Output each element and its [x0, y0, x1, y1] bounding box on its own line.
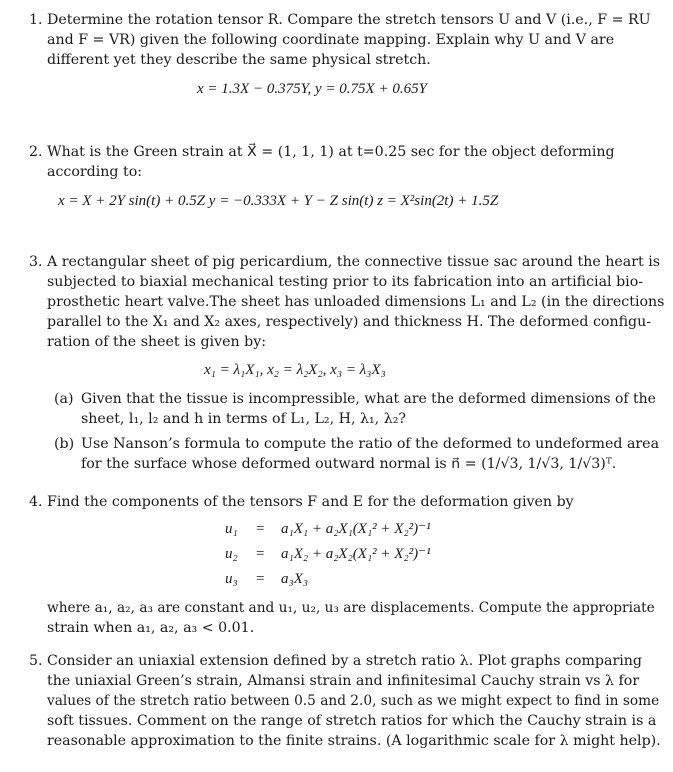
problem-text-line: different yet they describe the same physical stretch. — [47, 52, 431, 68]
problem-text-line: What is the Green strain at X⃗ = (1, 1, 1) at t=0.25 sec for the object deforming — [47, 144, 615, 160]
part-text-line: Use Nanson’s formula to compute the ratio of the deformed to undeformed area — [81, 436, 660, 452]
part-label: (a) — [54, 391, 74, 407]
equation-rhs: a₃X₃ — [281, 571, 309, 587]
deformation-equation: x = X + 2Y sin(t) + 0.5Z y = −0.333X + Y − Z sin(t) z = X²sin(2t) + 1.5Z — [58, 193, 499, 209]
equation-equals: = — [256, 521, 265, 537]
equation-rhs: a₁X₂ + a₂X₂(X₁² + X₂²)⁻¹ — [281, 546, 431, 562]
problem-text-line: Find the components of the tensors F and E for the deformation given by — [47, 494, 574, 510]
configuration-equation: x₁ = λ₁X₁, x₂ = λ₂X₂, x₃ = λ₃X₃ — [204, 362, 386, 378]
coordinate-mapping-equation: x = 1.3X − 0.375Y, y = 0.75X + 0.65Y — [197, 81, 427, 97]
problem-number: 4. — [29, 494, 43, 510]
problem-text-line: reasonable approximation to the finite strains. (A logarithmic scale for λ might help). — [47, 733, 661, 749]
equation-equals: = — [256, 571, 265, 587]
problem-text-line: prosthetic heart valve.The sheet has unloaded dimensions L₁ and L₂ (in the directions — [47, 294, 665, 310]
problem-text-line: values of the stretch ratio between 0.5 and 2.0, such as we might expect to find in some — [47, 693, 660, 709]
equation-lhs: u₂ — [225, 546, 238, 562]
problem-text-line: strain when a₁, a₂, a₃ < 0.01. — [47, 620, 255, 636]
part-text-line: sheet, l₁, l₂ and h in terms of L₁, L₂, H, λ₁, λ₂? — [81, 411, 406, 427]
problem-text-line: according to: — [47, 164, 143, 180]
problem-text-line: subjected to biaxial mechanical testing prior to its fabrication into an artificial bio- — [47, 274, 644, 290]
part-text-line: Given that the tissue is incompressible, what are the deformed dimensions of the — [81, 391, 656, 407]
problem-number: 5. — [29, 653, 43, 669]
equation-lhs: u₃ — [225, 571, 238, 587]
equation-equals: = — [256, 546, 265, 562]
problem-number: 1. — [29, 12, 43, 28]
problem-text-line: soft tissues. Comment on the range of stretch ratios for which the Cauchy strain is a — [47, 713, 657, 729]
part-text-line: for the surface whose deformed outward normal is n⃗ = (1/√3, 1/√3, 1/√3)ᵀ. — [81, 456, 617, 472]
equation-lhs: u₁ — [225, 521, 238, 537]
problem-number: 3. — [29, 254, 43, 270]
equation-rhs: a₁X₁ + a₂X₁(X₁² + X₂²)⁻¹ — [281, 521, 431, 537]
problem-text-line: the uniaxial Green’s strain, Almansi strain and infinitesimal Cauchy strain vs λ for — [47, 673, 640, 689]
problem-text-line: Consider an uniaxial extension defined by a stretch ratio λ. Plot graphs comparing — [47, 653, 643, 669]
problem-text-line: and F = VR) given the following coordinate mapping. Explain why U and V are — [47, 32, 615, 48]
part-label: (b) — [54, 436, 75, 452]
problem-text-line: A rectangular sheet of pig pericardium, the connective tissue sac around the heart is — [47, 254, 661, 270]
problem-text-line: where a₁, a₂, a₃ are constant and u₁, u₂, u₃ are displacements. Compute the appropriate — [47, 600, 655, 616]
problem-text-line: parallel to the X₁ and X₂ axes, respectively) and thickness H. The deformed configu- — [47, 314, 652, 330]
problem-text-line: ration of the sheet is given by: — [47, 334, 267, 350]
problem-number: 2. — [29, 144, 43, 160]
problem-text-line: Determine the rotation tensor R. Compare the stretch tensors U and V (i.e., F = RU — [47, 12, 651, 28]
